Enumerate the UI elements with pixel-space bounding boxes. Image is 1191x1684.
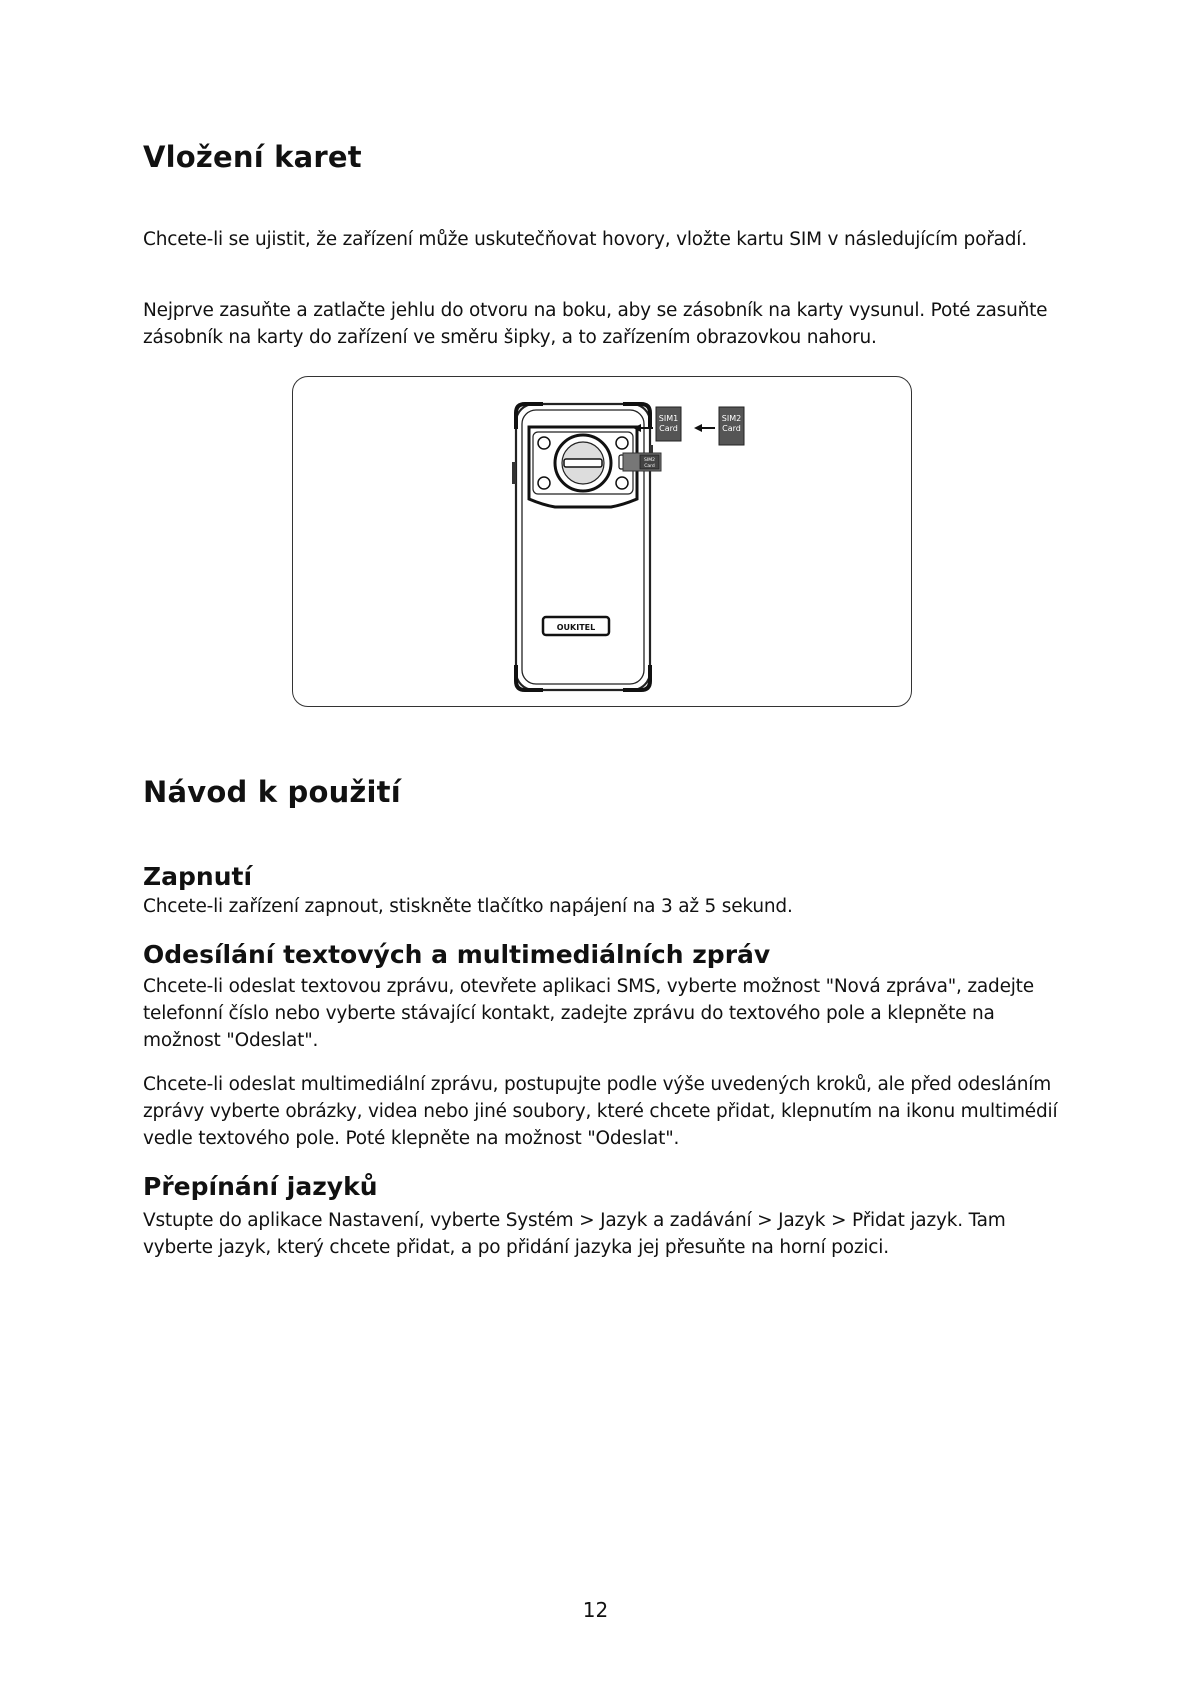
sim1-label-2: Card <box>659 424 678 433</box>
logo-text: OUKITEL <box>556 623 596 632</box>
section-title-usage: Návod k použití <box>143 775 401 809</box>
mms-paragraph: Chcete-li odeslat multimediální zprávu, postupujte podle výše uvedených kroků, ale před odesláním zprávy vyberte obrázky, videa nebo jiné soubory, které chcete přidat, klepnutím na ikonu multimédií vedle textového pole. Poté klepněte na možnost "Odeslat". <box>143 1074 1058 1149</box>
card-instructions-paragraph: Nejprve zasuňte a zatlačte jehlu do otvoru na boku, aby se zásobník na karty vysunul. Poté zasuňte zásobník na karty do zařízení ve směru šipky, a to zařízením obrazovkou nahoru. <box>143 300 1048 348</box>
power-on-paragraph: Chcete-li zařízení zapnout, stiskněte tlačítko napájení na 3 až 5 sekund. <box>143 896 793 917</box>
sms-paragraph: Chcete-li odeslat textovou zprávu, otevřete aplikaci SMS, vyberte možnost "Nová zpráva", zadejte telefonní číslo nebo vyberte stávající kontakt, zadejte zprávu do textového pole a klepněte na možnost "Odeslat". <box>143 976 1034 1051</box>
subsection-title-power-on: Zapnutí <box>143 862 253 891</box>
screw-icon <box>616 477 628 489</box>
arrow-left-icon <box>694 424 702 432</box>
screw-icon <box>616 437 628 449</box>
side-button-left <box>512 462 516 484</box>
page-number: 12 <box>582 1598 609 1622</box>
sim-insertion-figure <box>292 376 912 707</box>
tray-label-1: SIM2 <box>644 458 655 463</box>
section-title-card-insertion: Vložení karet <box>143 140 362 174</box>
sim2-label-1: SIM2 <box>721 414 742 423</box>
sim2-label-2: Card <box>722 424 741 433</box>
screw-icon <box>538 437 550 449</box>
screw-icon <box>538 477 550 489</box>
sim1-label-1: SIM1 <box>658 414 679 423</box>
language-paragraph: Vstupte do aplikace Nastavení, vyberte Systém > Jazyk a zadávání > Jazyk > Přidat jazyk. Tam vyberte jazyk, který chcete přidat, a po přidání jazyka jej přesuňte na horní pozici. <box>143 1210 1006 1258</box>
subsection-title-messages: Odesílání textových a multimediálních zpráv <box>143 940 771 969</box>
phone-illustration <box>293 377 913 708</box>
tray-label-2: Card <box>644 464 655 469</box>
subsection-title-languages: Přepínání jazyků <box>143 1172 378 1201</box>
card-intro-paragraph: Chcete-li se ujistit, že zařízení může uskutečňovat hovory, vložte kartu SIM v následujícím pořadí. <box>143 229 1027 250</box>
